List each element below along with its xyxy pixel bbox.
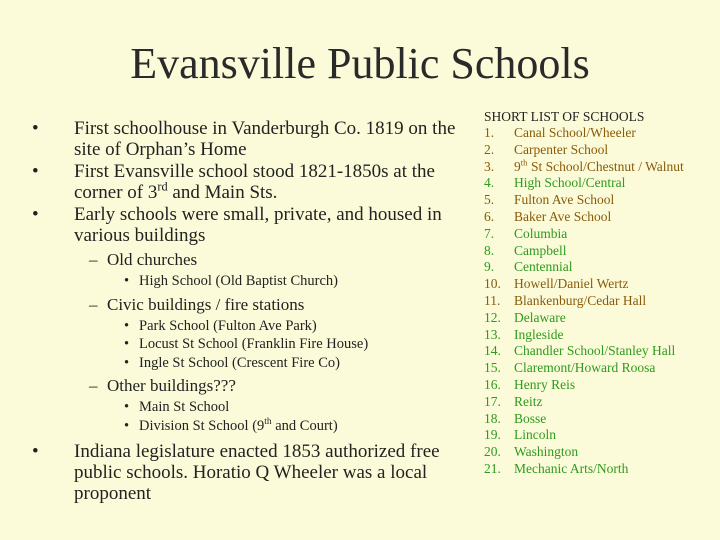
sub-sub-list <box>32 317 482 373</box>
sub-sub-item: • High School (Old Baptist Church) <box>124 273 338 289</box>
item-number: 2. <box>484 141 495 157</box>
item-number: 21. <box>484 460 501 476</box>
item-number: 20. <box>484 444 501 460</box>
item-text: Carpenter School <box>514 141 609 157</box>
sub-sub-list <box>32 272 482 291</box>
school-list-item <box>484 243 716 260</box>
item-number: 7. <box>484 225 495 241</box>
sub-bullet-item <box>32 295 482 315</box>
sub-bullet-text: Other buildings??? <box>107 376 236 395</box>
bullet-item <box>32 441 482 504</box>
short-list <box>484 108 716 478</box>
school-list-item <box>484 427 716 444</box>
school-list-item <box>484 293 716 310</box>
item-text: Lincoln <box>514 427 556 443</box>
short-list-items <box>484 125 716 478</box>
sub-sub-item: • Main St School <box>124 399 230 415</box>
dash-icon: – <box>89 376 98 395</box>
item-number: 11. <box>484 292 501 308</box>
bullet-text: First schoolhouse in Vanderburgh Co. 1819 on the site of Orphan’s Home <box>74 118 456 160</box>
item-text: Columbia <box>514 225 568 241</box>
item-number: 13. <box>484 326 501 342</box>
item-text: Blankenburg/Cedar Hall <box>514 292 647 308</box>
school-list-item <box>484 444 716 461</box>
sub-bullet-text: Civic buildings / fire stations <box>107 294 305 314</box>
bullet-icon: • <box>32 441 39 462</box>
school-list-item <box>484 276 716 293</box>
bullet-text: First Evansville school stood 1821-1850s at the corner of 3rd and Main Sts. <box>74 161 435 203</box>
item-number: 5. <box>484 192 495 208</box>
bullet-item <box>32 161 482 203</box>
bullet-text: Early schools were small, private, and housed in various buildings <box>74 204 442 246</box>
school-list-item <box>484 310 716 327</box>
bullet-icon: • <box>124 317 130 334</box>
item-number: 1. <box>484 125 495 140</box>
item-text: Campbell <box>514 242 567 258</box>
sub-sub-item: • Locust St School (Franklin Fire House) <box>124 336 369 352</box>
item-number: 14. <box>484 343 501 359</box>
item-number: 8. <box>484 242 495 258</box>
item-number: 16. <box>484 376 501 392</box>
school-list-item <box>484 125 716 142</box>
item-text: Chandler School/Stanley Hall <box>514 343 676 359</box>
bullet-icon: • <box>124 399 130 415</box>
item-number: 17. <box>484 393 501 409</box>
item-text: High School/Central <box>514 175 626 191</box>
item-text: Bosse <box>514 410 547 426</box>
item-text: 9th St School/Chestnut / Walnut <box>514 157 684 174</box>
item-text: Fulton Ave School <box>514 192 615 208</box>
dash-icon: – <box>89 294 98 314</box>
dash-icon: – <box>89 250 98 269</box>
school-list-item <box>484 159 716 176</box>
item-text: Reitz <box>514 393 543 409</box>
item-text: Claremont/Howard Roosa <box>514 360 656 376</box>
item-text: Mechanic Arts/North <box>514 460 629 476</box>
sub-sub-item: • Park School (Fulton Ave Park) <box>124 317 317 334</box>
item-number: 6. <box>484 208 495 224</box>
item-number: 18. <box>484 410 501 426</box>
school-list-item <box>484 394 716 411</box>
short-list-heading: SHORT LIST OF SCHOOLS <box>484 109 645 124</box>
bullet-icon: • <box>124 417 130 434</box>
bullet-list <box>32 118 482 505</box>
school-list-item <box>484 142 716 159</box>
school-list-item <box>484 327 716 344</box>
item-number: 10. <box>484 276 501 292</box>
sub-bullet-item <box>32 376 482 396</box>
item-text: Centennial <box>514 259 573 275</box>
sub-sub-item: • Ingle St School (Crescent Fire Co) <box>124 354 340 371</box>
bullet-icon: • <box>124 336 130 352</box>
item-text: Howell/Daniel Wertz <box>514 276 629 292</box>
bullet-icon: • <box>32 204 39 225</box>
sub-sub-list <box>32 398 482 435</box>
bullet-item <box>32 118 482 160</box>
item-number: 15. <box>484 360 501 376</box>
page-title: Evansville Public Schools <box>130 39 590 88</box>
school-list-item <box>484 343 716 360</box>
item-number: 4. <box>484 175 495 191</box>
item-text: Ingleside <box>514 326 564 342</box>
item-text: Canal School/Wheeler <box>514 125 636 140</box>
bullet-icon: • <box>32 118 39 139</box>
item-text: Washington <box>514 444 579 460</box>
item-number: 3. <box>484 158 495 174</box>
item-number: 19. <box>484 427 501 443</box>
item-number: 12. <box>484 309 501 325</box>
school-list-item <box>484 411 716 428</box>
sub-bullet-text: Old churches <box>107 250 198 269</box>
sub-bullet-item <box>32 250 482 270</box>
school-list-item <box>484 377 716 394</box>
school-list-item <box>484 209 716 226</box>
bullet-icon: • <box>124 354 130 371</box>
bullet-text: Indiana legislature enacted 1853 authorized free public schools. Horatio Q Wheeler was a local proponent <box>74 441 440 504</box>
item-text: Delaware <box>514 309 566 325</box>
item-text: Henry Reis <box>514 376 576 392</box>
school-list-item <box>484 175 716 192</box>
school-list-item <box>484 360 716 377</box>
item-text: Baker Ave School <box>514 208 612 224</box>
bullet-icon: • <box>32 161 39 182</box>
bullet-icon: • <box>124 273 130 289</box>
item-number: 9. <box>484 259 495 275</box>
school-list-item <box>484 461 716 478</box>
school-list-item <box>484 259 716 276</box>
bullet-item <box>32 204 482 246</box>
school-list-item <box>484 226 716 243</box>
school-list-item <box>484 192 716 209</box>
sub-sub-item: • Division St School (9th and Court) <box>124 416 338 434</box>
